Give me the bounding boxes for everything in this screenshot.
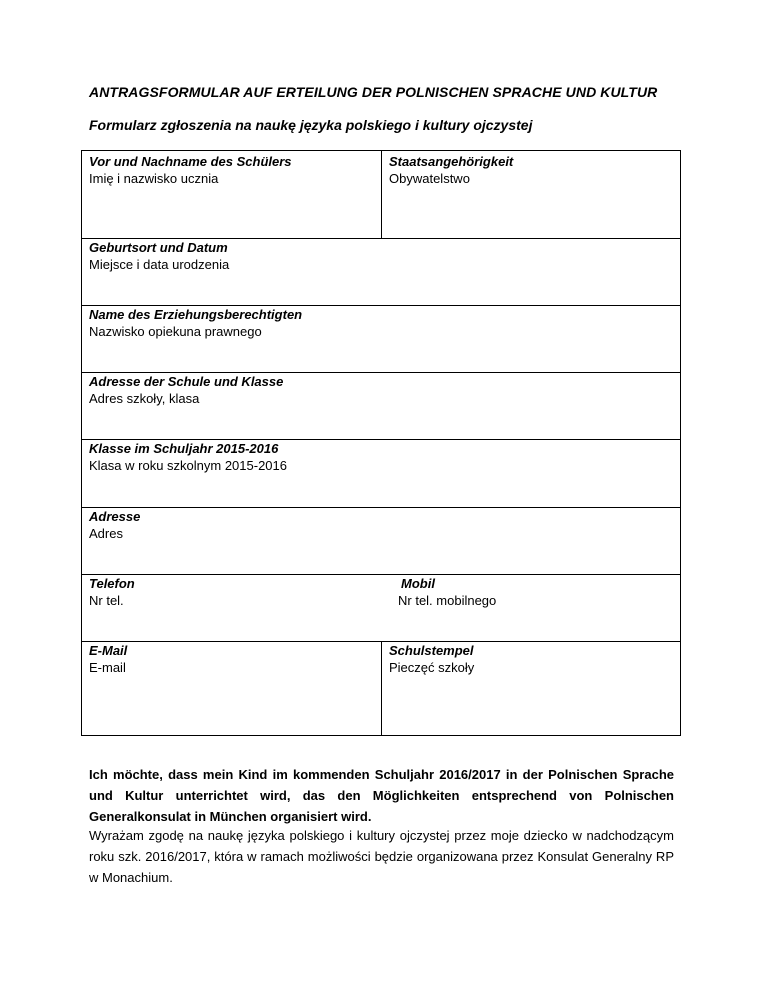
- form-subtitle: Formularz zgłoszenia na naukę języka polskiego i kultury ojczystej: [89, 117, 533, 133]
- class-year-label-de: Klasse im Schuljahr 2015-2016: [89, 441, 279, 456]
- phone-label-pl: Nr tel.: [89, 593, 124, 608]
- class-year-field[interactable]: [89, 440, 287, 474]
- application-form-table: [81, 150, 681, 736]
- school-address-field[interactable]: [89, 373, 283, 407]
- column-divider: [381, 151, 382, 238]
- column-divider: [381, 641, 382, 736]
- row-divider: [82, 507, 680, 508]
- citizenship-field[interactable]: [389, 153, 513, 187]
- phone-label-de: Telefon: [89, 576, 135, 591]
- class-year-label-pl: Klasa w roku szkolnym 2015-2016: [89, 458, 287, 473]
- consent-paragraph-de: Ich möchte, dass mein Kind im kommenden Schuljahr 2016/2017 in der Polnischen Sprache und Kultur unterrichtet wird, das den Möglichkeiten entsprechend von Polnischen Generalkonsulat in München organisiert wird.: [89, 767, 674, 824]
- form-title: ANTRAGSFORMULAR AUF ERTEILUNG DER POLNISCHEN SPRACHE UND KULTUR: [89, 84, 658, 100]
- school-stamp-label-pl: Pieczęć szkoły: [389, 660, 475, 675]
- birth-label-pl: Miejsce i data urodzenia: [89, 257, 230, 272]
- guardian-label-de: Name des Erziehungsberechtigten: [89, 307, 303, 322]
- guardian-field[interactable]: [89, 306, 302, 340]
- student-name-field[interactable]: [89, 153, 292, 187]
- student-name-label-de: Vor und Nachname des Schülers: [89, 154, 292, 169]
- address-label-pl: Adres: [89, 526, 123, 541]
- school-stamp-field[interactable]: [389, 642, 474, 676]
- mobile-field[interactable]: [389, 575, 496, 609]
- phone-field[interactable]: [89, 575, 135, 609]
- student-name-label-pl: Imię i nazwisko ucznia: [89, 171, 219, 186]
- address-field[interactable]: [89, 508, 140, 542]
- school-address-label-pl: Adres szkoły, klasa: [89, 391, 200, 406]
- email-label-de: E-Mail: [89, 643, 128, 658]
- school-address-label-de: Adresse der Schule und Klasse: [89, 374, 284, 389]
- address-label-de: Adresse: [89, 509, 141, 524]
- mobile-label-de: Mobil: [401, 576, 435, 591]
- mobile-label-pl: Nr tel. mobilnego: [398, 593, 497, 608]
- email-field[interactable]: [89, 642, 127, 676]
- birth-field[interactable]: [89, 239, 229, 273]
- school-stamp-label-de: Schulstempel: [389, 643, 474, 658]
- guardian-label-pl: Nazwisko opiekuna prawnego: [89, 324, 262, 339]
- row-divider: [82, 574, 680, 575]
- birth-label-de: Geburtsort und Datum: [89, 240, 228, 255]
- citizenship-label-pl: Obywatelstwo: [389, 171, 470, 186]
- email-label-pl: E-mail: [89, 660, 126, 675]
- citizenship-label-de: Staatsangehörigkeit: [389, 154, 514, 169]
- consent-paragraph-pl: Wyrażam zgodę na naukę języka polskiego i kultury ojczystej przez moje dziecko w nadchodzącym roku szk. 2016/2017, która w ramach możliwości będzie organizowana przez Konsulat Generalny RP w Monachium.: [89, 828, 674, 885]
